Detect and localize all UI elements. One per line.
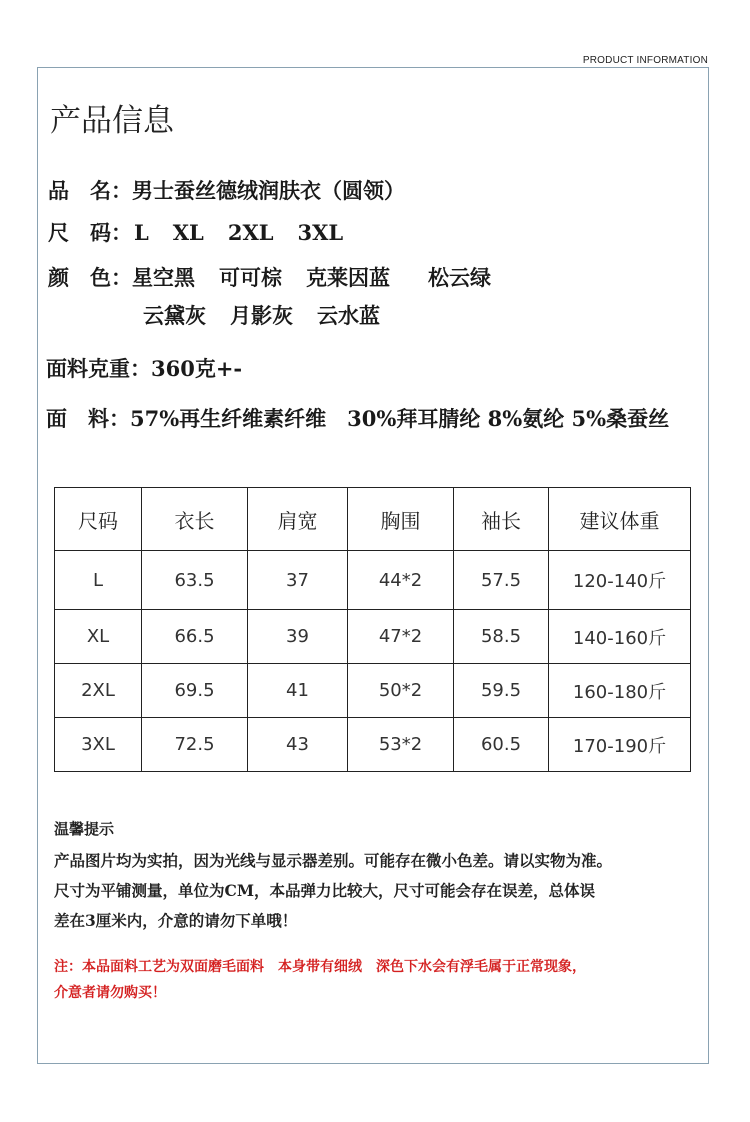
- table-cell: 59.5: [454, 664, 549, 718]
- size-label: 尺 码：: [48, 220, 132, 245]
- tips-title: 温馨提示: [54, 820, 115, 838]
- size-3XL: 3XL: [297, 220, 344, 245]
- table-cell: XL: [55, 610, 142, 664]
- table-cell: 3XL: [55, 718, 142, 772]
- table-cell: 43: [248, 718, 348, 772]
- table-header-cell: 胸围: [348, 488, 454, 551]
- color-item: 星空黑: [132, 265, 195, 290]
- table-cell: 37: [248, 551, 348, 610]
- table-header-cell: 袖长: [454, 488, 549, 551]
- color-label: 颜 色：: [48, 265, 132, 290]
- table-header-cell: 衣长: [142, 488, 248, 551]
- table-cell: 41: [248, 664, 348, 718]
- table-cell: 63.5: [142, 551, 248, 610]
- table-cell: 2XL: [55, 664, 142, 718]
- table-cell: 50*2: [348, 664, 454, 718]
- table-row: [55, 718, 691, 772]
- color-item: 云水蓝: [317, 303, 380, 328]
- table-header-cell: 肩宽: [248, 488, 348, 551]
- page-title: 产品信息: [50, 103, 174, 139]
- color-row-2: [143, 300, 380, 330]
- product-name: 品 名：男士蚕丝德绒润肤衣（圆领）: [48, 178, 405, 203]
- table-cell: 69.5: [142, 664, 248, 718]
- size-XL: XL: [172, 220, 204, 245]
- table-cell: 160-180斤: [549, 664, 691, 718]
- table-header-cell: 尺码: [55, 488, 142, 551]
- table-cell: L: [55, 551, 142, 610]
- table-cell: 57.5: [454, 551, 549, 610]
- size-L: L: [134, 220, 149, 245]
- size-row: [48, 217, 343, 247]
- color-item: 云黛灰: [143, 303, 206, 328]
- color-item: 月影灰: [230, 303, 293, 328]
- color-item: 克莱因蓝: [306, 265, 390, 290]
- tips-line: 差在3厘米内，介意的请勿下单哦！: [54, 911, 298, 930]
- color-row-1: [48, 262, 491, 292]
- header-english-label: PRODUCT INFORMATION: [582, 55, 708, 66]
- tips-line: 产品图片均为实拍，因为光线与显示器差别。可能存在微小色差。请以实物为准。: [54, 851, 613, 870]
- table-cell: 53*2: [348, 718, 454, 772]
- table-cell: 60.5: [454, 718, 549, 772]
- fabric-weight: 面料克重：360克+-: [46, 356, 243, 381]
- table-cell: 120-140斤: [549, 551, 691, 610]
- table-row: [55, 610, 691, 664]
- table-cell: 44*2: [348, 551, 454, 610]
- tips-body: [54, 846, 704, 936]
- color-item: 可可棕: [219, 265, 282, 290]
- note-line: 介意者请勿购买！: [54, 985, 166, 1001]
- table-row: [55, 551, 691, 610]
- table-cell: 140-160斤: [549, 610, 691, 664]
- table-header-row: [55, 488, 691, 551]
- table-cell: 58.5: [454, 610, 549, 664]
- table-cell: 66.5: [142, 610, 248, 664]
- warning-note: [54, 954, 586, 1006]
- table-header-cell: 建议体重: [549, 488, 691, 551]
- table-cell: 47*2: [348, 610, 454, 664]
- note-line: 注：本品面料工艺为双面磨毛面料 本身带有细绒 深色下水会有浮毛属于正常现象，: [54, 959, 586, 975]
- color-item: 松云绿: [428, 265, 491, 290]
- table-cell: 39: [248, 610, 348, 664]
- size-chart-table: [54, 487, 691, 772]
- fabric-composition: 面 料：57%再生纤维素纤维 30%拜耳腈纶 8%氨纶 5%桑蚕丝: [46, 406, 670, 431]
- table-row: [55, 664, 691, 718]
- size-2XL: 2XL: [227, 220, 274, 245]
- tips-line: 尺寸为平铺测量，单位为CM，本品弹力比较大，尺寸可能会存在误差，总体误: [54, 881, 595, 900]
- table-cell: 72.5: [142, 718, 248, 772]
- table-cell: 170-190斤: [549, 718, 691, 772]
